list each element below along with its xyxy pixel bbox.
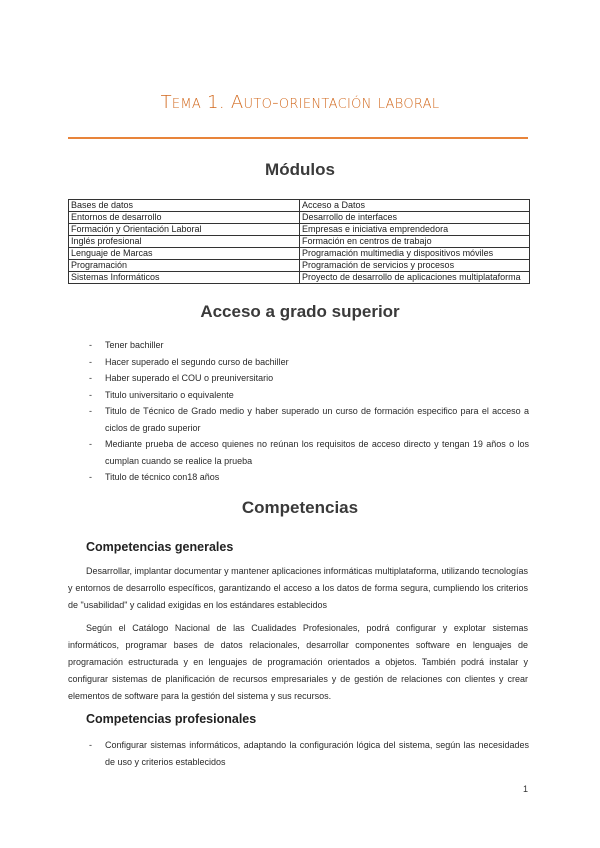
document-title: Tema 1. Auto-orientación laboral [160, 92, 440, 113]
acceso-heading: Acceso a grado superior [200, 302, 400, 321]
table-cell: Proyecto de desarrollo de aplicaciones multiplataforma [300, 272, 530, 284]
list-item: - Haber superado el COU o preuniversitario [89, 370, 529, 387]
table-row [69, 200, 530, 212]
table-cell: Programación de servicios y procesos [300, 260, 530, 272]
table-cell: Empresas e iniciativa emprendedora [300, 224, 530, 236]
title-underline [68, 137, 528, 139]
table-cell: Formación y Orientación Laboral [69, 224, 300, 236]
competencias-profesionales-list [89, 737, 529, 770]
competencias-profesionales-heading: Competencias profesionales [86, 712, 257, 726]
table-row [69, 236, 530, 248]
table-cell: Entornos de desarrollo [69, 212, 300, 224]
list-item: - Titulo universitario o equivalente [89, 387, 529, 404]
paragraph: Desarrollar, implantar documentar y mantener aplicaciones informáticas multiplataforma, utilizando tecnologías y entornos de desarrollo específicos, garantizando el acceso a los datos de forma segura, cumpliendo los criterios de "usabilidad" y calidad exigidas en los estándares establecidos [68, 566, 528, 610]
table-row [69, 272, 530, 284]
table-row [69, 248, 530, 260]
paragraph: Según el Catálogo Nacional de las Cualidades Profesionales, podrá configurar y explotar sistemas informáticos, programar bases de datos relacionales, desarrollar componentes software en lenguajes de programación estructurada y en lenguajes de programación orientados a objetos. También podrá instalar y configurar sistemas de planificación de recursos empresariales y de gestión de relaciones con clientes y crear elementos de software para la gestión del sistema y sus recursos. [68, 623, 528, 701]
table-cell: Formación en centros de trabajo [300, 236, 530, 248]
table-cell: Lenguaje de Marcas [69, 248, 300, 260]
table-row [69, 212, 530, 224]
acceso-list [89, 337, 529, 486]
table-cell: Acceso a Datos [300, 200, 530, 212]
table-cell: Inglés profesional [69, 236, 300, 248]
modulos-heading: Módulos [265, 160, 335, 179]
list-item: - Titulo de Técnico de Grado medio y haber superado un curso de formación especifico para el acceso a ciclos de grado superior [89, 403, 529, 436]
list-item: - Titulo de técnico con18 años [89, 469, 529, 486]
list-item: - Configurar sistemas informáticos, adaptando la configuración lógica del sistema, según las necesidades de uso y criterios establecidos [89, 737, 529, 770]
competencias-heading: Competencias [241, 498, 359, 517]
list-item: - Hacer superado el segundo curso de bachiller [89, 354, 529, 371]
table-row [69, 224, 530, 236]
list-item: - Tener bachiller [89, 337, 529, 354]
table-cell: Desarrollo de interfaces [300, 212, 530, 224]
table-cell: Sistemas Informáticos [69, 272, 300, 284]
competencias-generales-heading: Competencias generales [86, 540, 234, 554]
modulos-table [68, 199, 530, 284]
table-cell: Programación multimedia y dispositivos móviles [300, 248, 530, 260]
table-cell: Bases de datos [69, 200, 300, 212]
list-item: - Mediante prueba de acceso quienes no reúnan los requisitos de acceso directo y tengan 19 años o los cumplan cuando se realice la prueba [89, 436, 529, 469]
page-number: 1 [522, 784, 528, 794]
table-cell: Programación [69, 260, 300, 272]
table-row [69, 260, 530, 272]
